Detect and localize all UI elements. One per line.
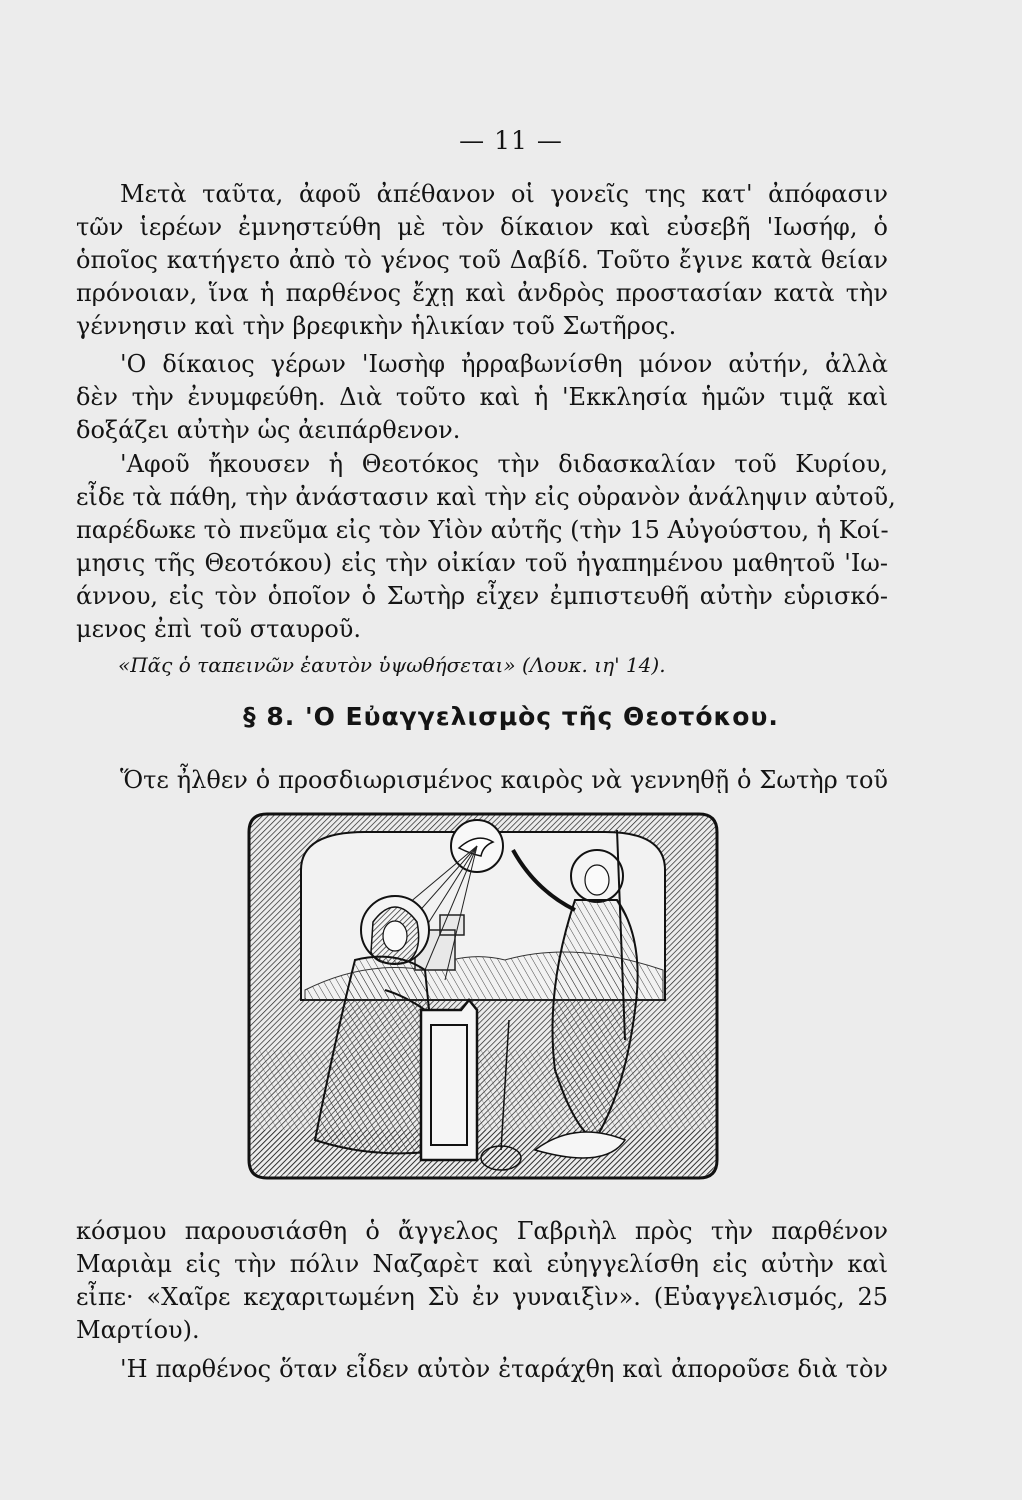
text-line: εἶδε τὰ πάθη, τὴν ἀνάστασιν καὶ τὴν εἰς οὐρανὸν ἀνάληψιν αὐτοῦ,	[76, 483, 896, 511]
text-line: εἶπε· «Χαῖρε κεχαριτωμένη Σὺ ἐν γυναιξὶν». (Εὐαγγελισμός, 25	[76, 1283, 888, 1311]
text-line: παρέδωκε τὸ πνεῦμα εἰς τὸν Υἱὸν αὐτῆς (τὴν 15 Αὐγούστου, ἡ Κοί-	[76, 516, 889, 544]
paragraph-4-start	[76, 764, 888, 797]
text-line: 'Αφοῦ ἤκουσεν ἡ Θεοτόκος τὴν διδασκαλίαν τοῦ Κυρίου,	[120, 450, 888, 478]
annunciation-engraving	[245, 810, 721, 1182]
text-line: μησις τῆς Θεοτόκου) εἰς τὴν οἰκίαν τοῦ ἠγαπημένου μαθητοῦ 'Ιω-	[76, 549, 888, 577]
text-line: γέννησιν καὶ τὴν βρεφικὴν ἡλικίαν τοῦ Σωτῆρος.	[76, 312, 677, 340]
text-line: 'Ο δίκαιος γέρων 'Ιωσὴφ ἠρραβωνίσθη μόνον αὐτήν, ἀλλὰ	[120, 350, 888, 378]
paragraph-5	[76, 1353, 888, 1386]
paragraph-4-continued	[76, 1215, 888, 1347]
text-line: 'Η παρθένος ὅταν εἶδεν αὐτὸν ἐταράχθη καὶ ἀποροῦσε διὰ τὸν	[120, 1355, 888, 1383]
section-heading: § 8. 'Ο Εὐαγγελισμὸς τῆς Θεοτόκου.	[243, 702, 779, 731]
text-line: Μαρτίου).	[76, 1316, 200, 1344]
text-line: άννου, εἰς τὸν ὁποῖον ὁ Σωτὴρ εἶχεν ἐμπιστευθῆ αὐτὴν εὑρισκό-	[76, 582, 888, 610]
scripture-quote: «Πᾶς ὁ ταπεινῶν ἑαυτὸν ὑψωθήσεται» (Λουκ. ιη' 14).	[118, 653, 666, 677]
text-line: κόσμου παρουσιάσθη ὁ ἄγγελος Γαβριὴλ πρὸς τὴν παρθένον	[76, 1217, 888, 1245]
text-line: μενος ἐπὶ τοῦ σταυροῦ.	[76, 615, 362, 643]
text-line: δοξάζει αὐτὴν ὡς ἀειπάρθενον.	[76, 416, 461, 444]
text-line: Ὅτε ἦλθεν ὁ προσδιωρισμένος καιρὸς νὰ γεννηθῇ ὁ Σωτὴρ τοῦ	[120, 766, 888, 794]
text-line: Μετὰ ταῦτα, ἀφοῦ ἀπέθανον οἱ γονεῖς της κατ' ἀπόφασιν	[120, 180, 888, 208]
text-line: ὁποῖος κατήγετο ἀπὸ τὸ γένος τοῦ Δαβίδ. Τοῦτο ἔγινε κατὰ θείαν	[76, 246, 888, 274]
text-line: δὲν τὴν ἐνυμφεύθη. Διὰ τοῦτο καὶ ἡ 'Εκκλησία ἡμῶν τιμᾷ καὶ	[76, 383, 888, 411]
paragraph-2	[76, 348, 888, 447]
text-line: πρόνοιαν, ἵνα ἡ παρθένος ἔχῃ καὶ ἀνδρὸς προστασίαν κατὰ τὴν	[76, 279, 888, 307]
text-line: Μαριὰμ εἰς τὴν πόλιν Ναζαρὲτ καὶ εὐηγγελίσθη εἰς αὐτὴν καὶ	[76, 1250, 888, 1278]
paragraph-1	[76, 178, 888, 343]
text-line: τῶν ἱερέων ἐμνηστεύθη μὲ τὸν δίκαιον καὶ εὐσεβῆ 'Ιωσήφ, ὁ	[76, 213, 888, 241]
engraving-svg	[245, 810, 721, 1182]
page-number: — 11 —	[459, 126, 563, 155]
paragraph-3	[76, 448, 896, 646]
